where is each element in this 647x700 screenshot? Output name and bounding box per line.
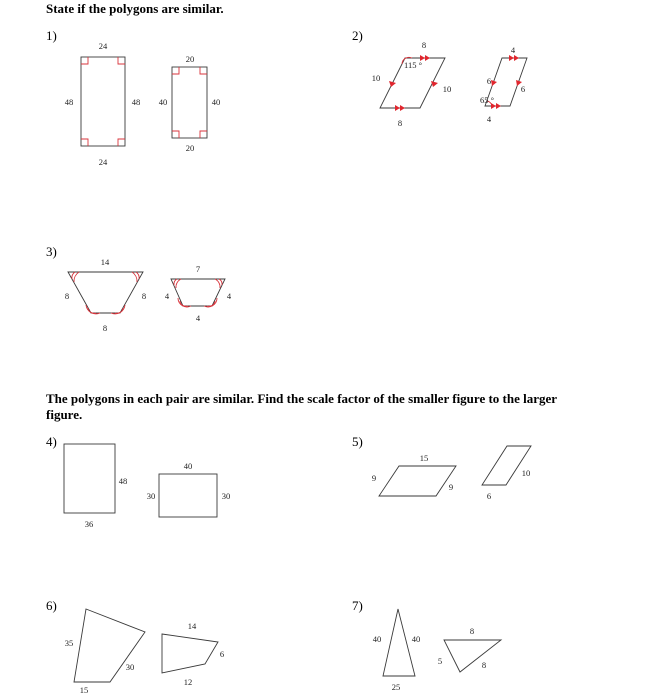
problem-7-number: 7)	[352, 598, 363, 613]
p3-large-bottom-label: 8	[102, 323, 108, 333]
p6-large-right-label: 30	[125, 662, 135, 672]
p2-small-top-label: 4	[510, 45, 516, 55]
p7-triangle-isosceles	[383, 609, 415, 676]
problem-4-number: 4)	[46, 434, 57, 449]
p1-rectangle-small	[172, 67, 207, 138]
problem-3-number: 3)	[46, 244, 57, 259]
p5-large-top-label: 15	[419, 453, 429, 463]
p1-rectangle-large	[81, 57, 125, 146]
p2-small-angle-label: 65 °	[479, 95, 495, 105]
p5-large-right-label: 9	[448, 482, 454, 492]
p2-large-top-label: 8	[421, 40, 427, 50]
p2-large-right-label: 10	[442, 84, 452, 94]
p4-rectangle-tall	[64, 444, 115, 513]
p3-small-top-label: 7	[195, 264, 201, 274]
p5-small-bottom-label: 6	[486, 491, 492, 501]
p3-small-left-label: 4	[164, 291, 170, 301]
p2-arrow-marks-small	[491, 55, 522, 109]
p6-quadrilateral-small	[162, 634, 218, 673]
problem-1-figures	[65, 41, 221, 167]
p6-small-top-label: 14	[187, 621, 197, 631]
p5-large-left-label: 9	[371, 473, 377, 483]
problem-7-figures	[373, 609, 501, 692]
p1-small-bottom-label: 20	[185, 143, 195, 153]
p1-right-angle-marks-large	[81, 57, 125, 146]
p2-large-angle-label: 115 °	[404, 60, 422, 70]
p5-parallelogram-small	[482, 446, 531, 485]
p4-wide-left-label: 30	[146, 491, 156, 501]
problem-6-number: 6)	[46, 598, 57, 613]
p2-large-left-label: 10	[371, 73, 381, 83]
problem-1-number: 1)	[46, 28, 57, 43]
p4-rectangle-wide	[159, 474, 217, 517]
p1-small-right-label: 40	[211, 97, 221, 107]
p5-small-right-label: 10	[521, 468, 531, 478]
p2-small-left-label: 6	[486, 76, 492, 86]
p3-small-bottom-label: 4	[195, 313, 201, 323]
p7-small-left-label: 5	[437, 656, 443, 666]
p4-wide-right-label: 30	[221, 491, 231, 501]
problem-2-number: 2)	[352, 28, 363, 43]
p7-isosceles-left-label: 40	[372, 634, 382, 644]
p3-angle-arcs-large	[72, 272, 139, 314]
p4-tall-right-label: 48	[118, 476, 128, 486]
p1-small-left-label: 40	[158, 97, 168, 107]
p3-large-left-label: 8	[64, 291, 70, 301]
section1-heading: State if the polygons are similar.	[46, 1, 224, 16]
p7-isosceles-bottom-label: 25	[391, 682, 401, 692]
p6-small-bottom-label: 12	[183, 677, 193, 687]
p1-large-top-label: 24	[98, 41, 108, 51]
p6-small-right-label: 6	[219, 649, 225, 659]
p4-tall-bottom-label: 36	[84, 519, 94, 529]
section2-heading-line2: figure.	[46, 407, 83, 422]
problem-3-figures	[65, 257, 232, 333]
p2-large-bottom-label: 8	[397, 118, 403, 128]
p7-small-top-label: 8	[469, 626, 475, 636]
p1-right-angle-marks-small	[172, 67, 207, 138]
p3-large-right-label: 8	[141, 291, 147, 301]
problem-5-number: 5)	[352, 434, 363, 449]
p3-small-right-label: 4	[226, 291, 232, 301]
p6-large-left-label: 35	[64, 638, 74, 648]
p5-parallelogram-large	[379, 466, 456, 496]
p2-small-right-label: 6	[520, 84, 526, 94]
p2-small-bottom-label: 4	[486, 114, 492, 124]
p7-triangle-small	[444, 640, 501, 672]
p1-large-bottom-label: 24	[98, 157, 108, 167]
p7-isosceles-right-label: 40	[411, 634, 421, 644]
p1-large-right-label: 48	[131, 97, 141, 107]
problem-5-figures	[372, 446, 531, 501]
p6-large-bottom-label: 15	[79, 685, 89, 695]
problem-4-figures	[64, 444, 230, 529]
p4-wide-top-label: 40	[183, 461, 193, 471]
p1-large-left-label: 48	[64, 97, 74, 107]
section2-heading-line1: The polygons in each pair are similar. Find the scale factor of the smaller figure to the larger	[46, 391, 558, 406]
problem-6-figures	[65, 609, 224, 695]
p3-large-top-label: 14	[100, 257, 110, 267]
problem-2-figures	[372, 40, 527, 128]
p6-quadrilateral-large	[74, 609, 145, 682]
p1-small-top-label: 20	[185, 54, 195, 64]
p7-small-right-label: 8	[481, 660, 487, 670]
p3-trapezoid-large	[68, 272, 143, 313]
